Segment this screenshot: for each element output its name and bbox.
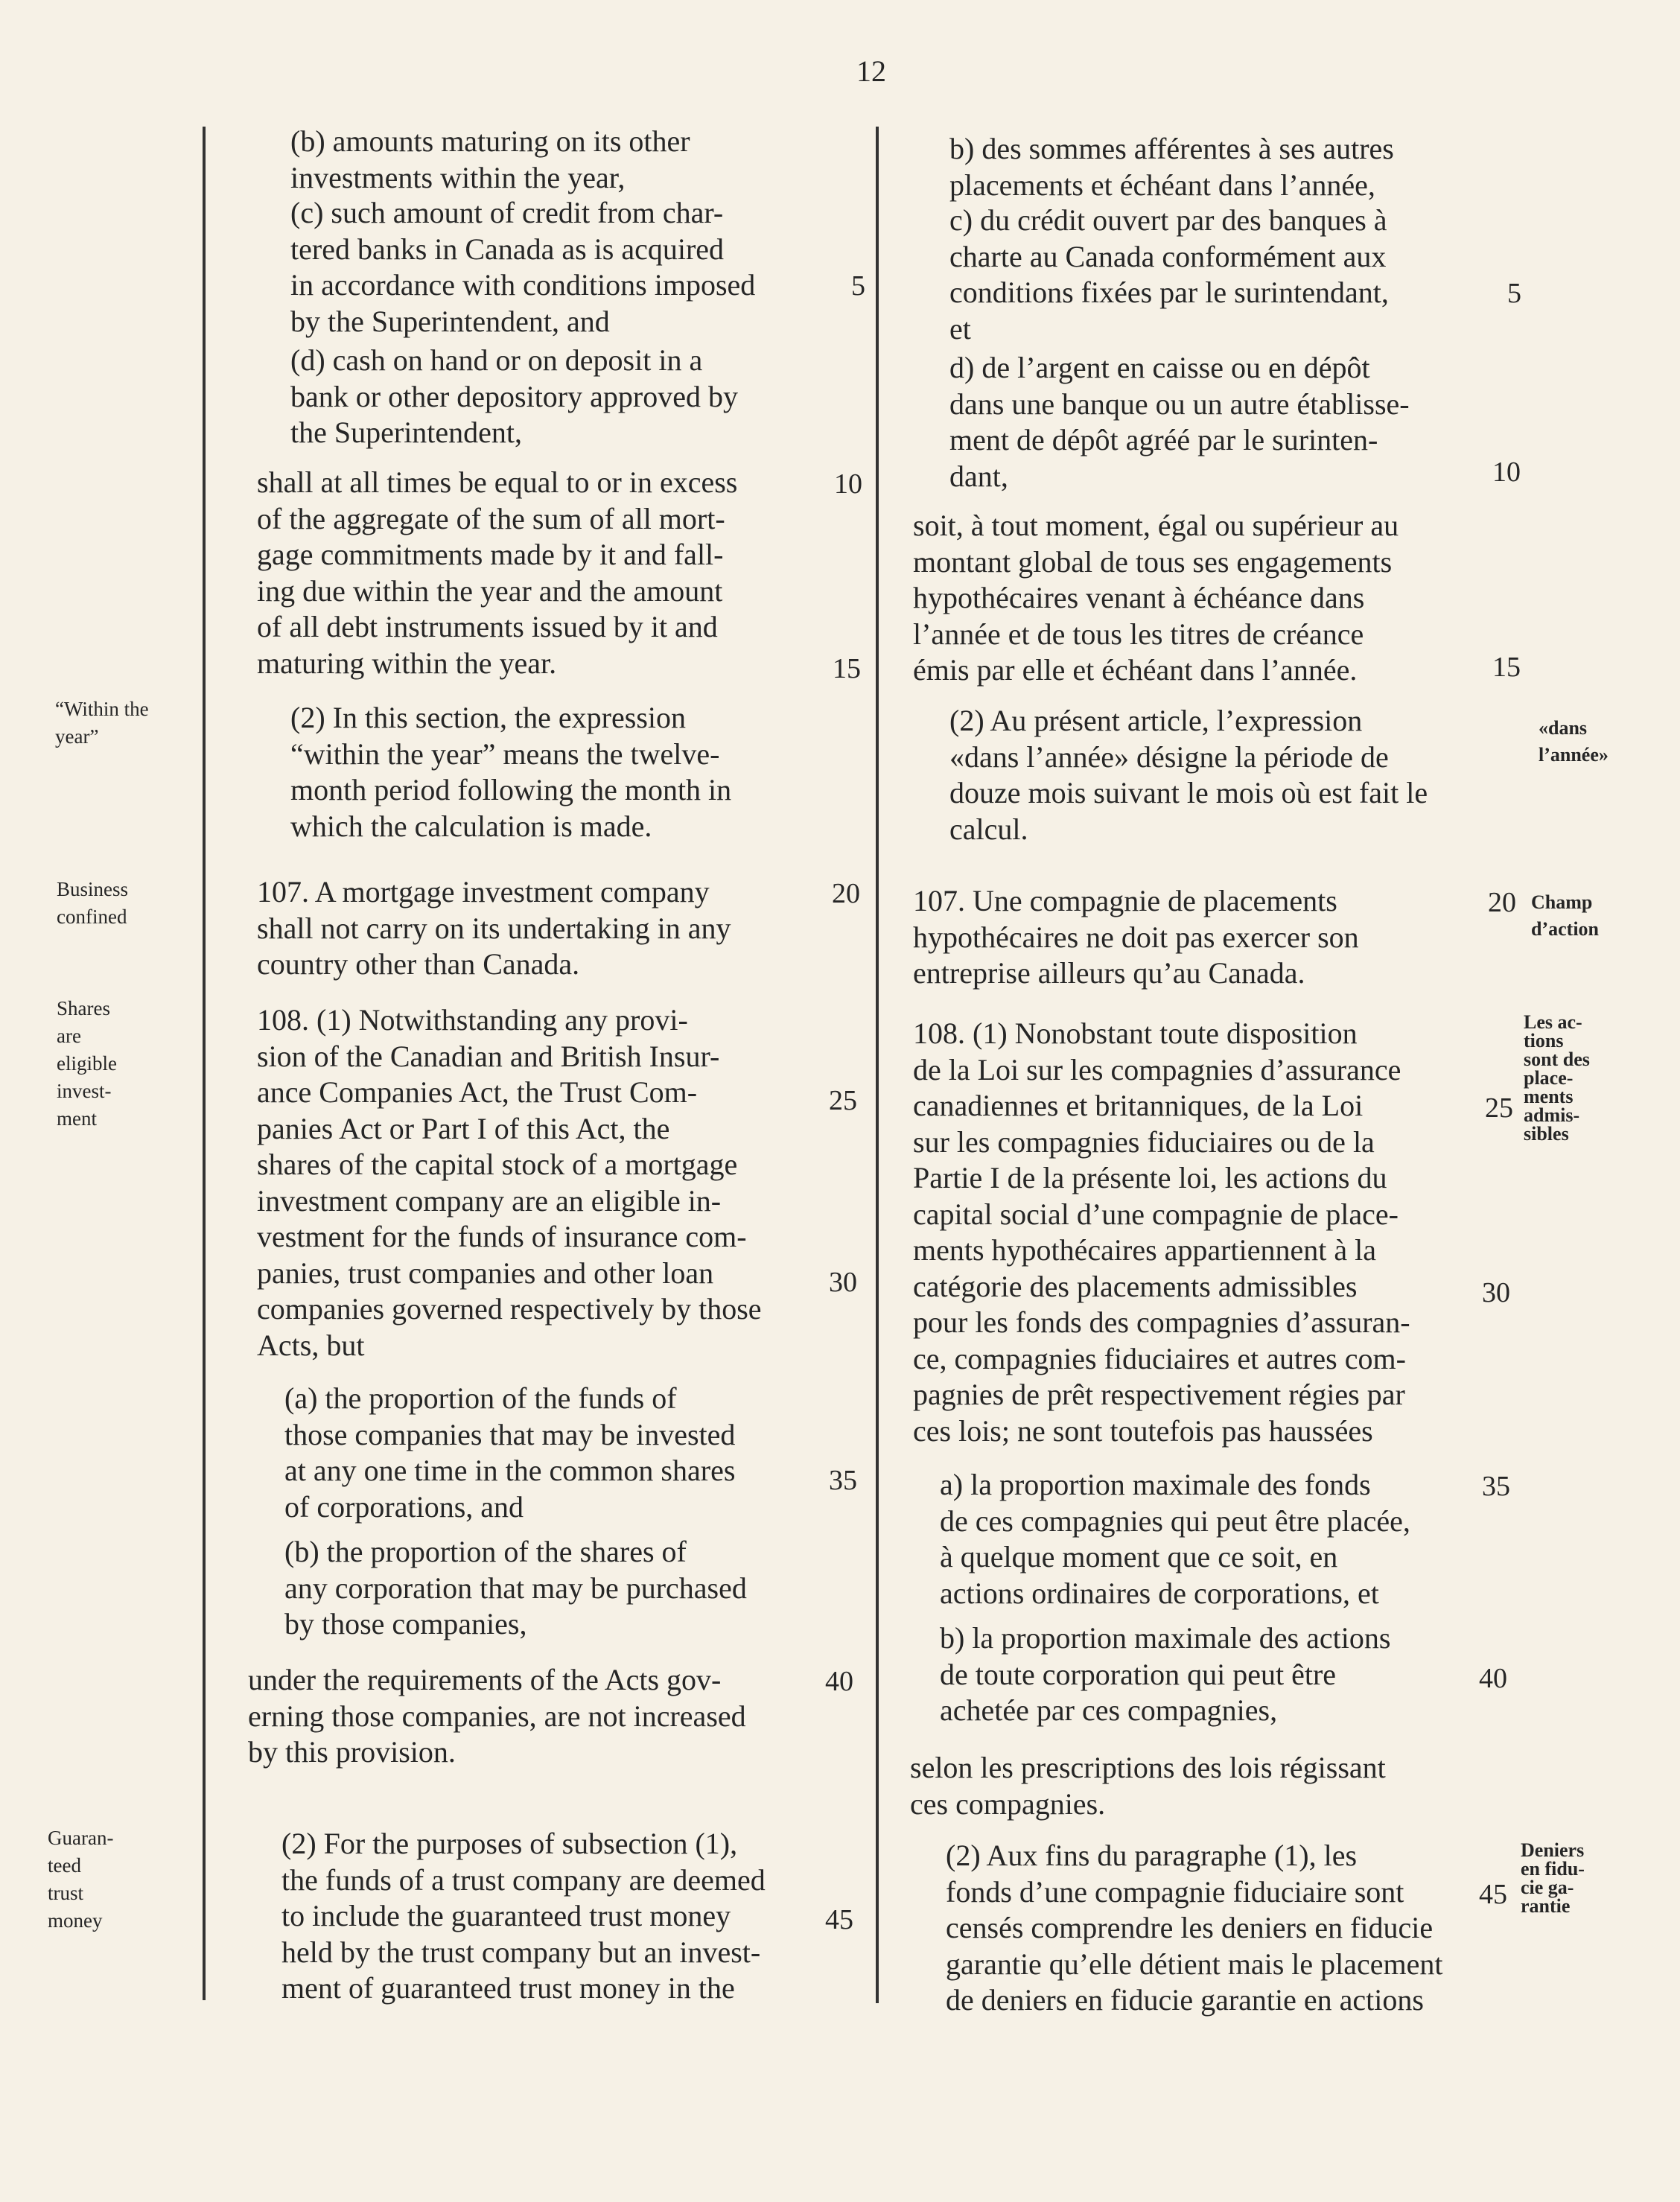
fr-paragraph-selon: selon les prescriptions des lois régissant ces compagnies. — [910, 1751, 1386, 1821]
fr-line-number: 20 — [1488, 887, 1516, 918]
fr-section-107: 107. Une compagnie de placements hypothécaires ne doit pas exercer son entreprise ailleurs qu’au Canada. — [913, 884, 1359, 990]
en-line-number: 35 — [829, 1465, 857, 1496]
fr-line-number: 15 — [1492, 652, 1521, 683]
margin-note-les-actions: Les ac- tions sont des place- ments admis- sibles — [1524, 1011, 1590, 1145]
fr-section-108-2: (2) Aux fins du paragraphe (1), les fonds d’une compagnie fiduciaire sont censés comprendre les deniers en fiducie garantie qu’elle détient mais le placement de deniers en fiducie garantie en actions — [946, 1839, 1443, 2017]
en-paragraph-2: (2) In this section, the expression “within the year” means the twelve- month period following the month in which the calculation is made. — [290, 701, 732, 843]
fr-paragraph-b2: b) la proportion maximale des actions de toute corporation qui peut être achetée par ces compagnies, — [940, 1621, 1391, 1727]
en-paragraph-a: (a) the proportion of the funds of those companies that may be invested at any one time in the common shares of corporations, and — [284, 1381, 736, 1524]
en-section-108-2: (2) For the purposes of subsection (1), the funds of a trust company are deemed to include the guaranteed trust money held by the trust company but an invest- ment of guaranteed trust money in the — [281, 1827, 766, 2005]
fr-line-number: 40 — [1479, 1663, 1507, 1694]
fr-line-number: 45 — [1479, 1879, 1507, 1910]
en-paragraph-under: under the requirements of the Acts gov- erning those companies, are not increased by this provision. — [248, 1663, 746, 1769]
fr-line-number: 10 — [1492, 456, 1521, 488]
en-line-number: 30 — [829, 1267, 857, 1298]
fr-paragraph-c: c) du crédit ouvert par des banques à charte au Canada conformément aux conditions fixées par le surintendant, et — [949, 203, 1389, 346]
en-section-107: 107. A mortgage investment company shall not carry on its undertaking in any country other than Canada. — [257, 875, 731, 981]
fr-paragraph-2: (2) Au présent article, l’expression «dans l’année» désigne la période de douze mois suivant le mois où est fait le calcul. — [949, 704, 1428, 846]
en-line-number: 5 — [851, 270, 865, 302]
fr-line-number: 5 — [1507, 278, 1521, 309]
margin-note-within-the-year: “Within the year” — [55, 698, 149, 748]
fr-paragraph-a: a) la proportion maximale des fonds de ces compagnies qui peut être placée, à quelque moment que ce soit, en actions ordinaires de corporations, et — [940, 1468, 1410, 1610]
en-paragraph-c: (c) such amount of credit from char- tered banks in Canada as is acquired in accordance with conditions imposed by the Superintendent, and — [290, 196, 756, 338]
en-line-number: 40 — [825, 1666, 853, 1697]
margin-note-guaranteed-trust-money: Guaran- teed trust money — [48, 1827, 114, 1932]
fr-paragraph-d: d) de l’argent en caisse ou en dépôt dans une banque ou un autre établisse- ment de dépôt agréé par le surinten- dant, — [949, 351, 1410, 493]
margin-note-champ-d-action: Champ d’action — [1531, 891, 1599, 940]
margin-note-shares-eligible: Shares are eligible invest- ment — [57, 997, 117, 1130]
en-paragraph-b: (b) amounts maturing on its other investments within the year, — [290, 124, 690, 194]
fr-paragraph-soit: soit, à tout moment, égal ou supérieur au montant global de tous ses engagements hypothécaires venant à échéance dans l’année et de tous les titres de créance émis par elle et échéant dans l’année. — [913, 509, 1399, 687]
en-paragraph-d: (d) cash on hand or on deposit in a bank or other depository approved by the Superintendent, — [290, 343, 738, 449]
fr-line-number: 25 — [1485, 1092, 1513, 1124]
center-column-rule — [876, 127, 879, 2003]
fr-paragraph-b: b) des sommes afférentes à ses autres placements et échéant dans l’année, — [949, 132, 1394, 202]
margin-note-deniers-en-fiducie: Deniers en fidu- cie ga- rantie — [1521, 1839, 1585, 1917]
en-line-number: 15 — [833, 653, 861, 684]
margin-note-business-confined: Business confined — [57, 878, 129, 928]
fr-line-number: 35 — [1482, 1471, 1510, 1502]
en-line-number: 45 — [825, 1904, 853, 1935]
en-paragraph-shall: shall at all times be equal to or in excess of the aggregate of the sum of all mort- gage commitments made by it and fall- ing due within the year and the amount of all debt instruments issued by it and maturing within the year. — [257, 465, 738, 680]
margin-note-dans-l-annee: «dans l’année» — [1539, 717, 1609, 766]
en-paragraph-b2: (b) the proportion of the shares of any corporation that may be purchased by those companies, — [284, 1535, 747, 1641]
en-line-number: 20 — [832, 878, 860, 909]
page-number: 12 — [856, 54, 886, 88]
left-column-rule — [203, 127, 206, 2000]
en-line-number: 10 — [834, 468, 862, 500]
fr-section-108: 108. (1) Nonobstant toute disposition de la Loi sur les compagnies d’assurance canadiennes et britanniques, de la Loi sur les compagnies fiduciaires ou de la Partie I de la présente loi, les actions du capital social d’une compagnie de place- ments hypothécaires appartiennent à la catégorie des placements admissibles pour les fonds des compagnies d’assuran- ce, compagnies fiduciaires et autres com- pagnies de prêt respectivement régies par ces lois; ne sont toutefois pas haussées — [913, 1016, 1410, 1448]
en-section-108: 108. (1) Notwithstanding any provi- sion of the Canadian and British Insur- ance Companies Act, the Trust Com- panies Act or Part I of this Act, the shares of the capital stock of a mortgage investment company are an eligible in- vestment for the funds of insurance com- panies, trust companies and other loan companies governed respectively by those Acts, but — [257, 1003, 762, 1362]
fr-line-number: 30 — [1482, 1277, 1510, 1308]
en-line-number: 25 — [829, 1085, 857, 1116]
